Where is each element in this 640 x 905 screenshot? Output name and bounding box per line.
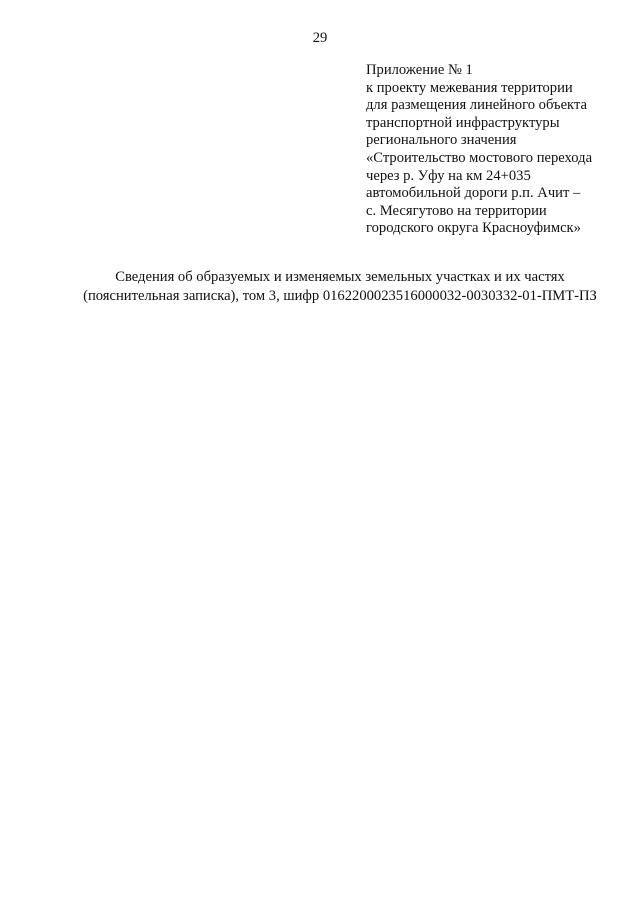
appendix-line: автомобильной дороги р.п. Ачит – (366, 185, 581, 202)
appendix-line: для размещения линейного объекта (366, 97, 587, 114)
appendix-line: через р. Уфу на км 24+035 (366, 167, 531, 184)
appendix-line: городского округа Красноуфимск» (366, 220, 581, 237)
document-title-line: Сведения об образуемых и изменяемых земельных участках и их частях (115, 269, 565, 285)
appendix-line: «Строительство мостового перехода (366, 149, 593, 166)
appendix-line: с. Месягутово на территории (366, 202, 547, 219)
appendix-line: к проекту межевания территории (366, 79, 573, 96)
appendix-line: регионального значения (366, 132, 517, 149)
document-title (20, 268, 640, 306)
appendix-line: транспортной инфраструктуры (366, 114, 560, 131)
appendix-header (366, 62, 632, 238)
page-number: 29 (312, 30, 328, 46)
appendix-title: Приложение № 1 (366, 62, 473, 78)
document-subtitle-line: (пояснительная записка), том 3, шифр 0162200023516000032-0030332-01-ПМТ-ПЗ (83, 288, 597, 304)
